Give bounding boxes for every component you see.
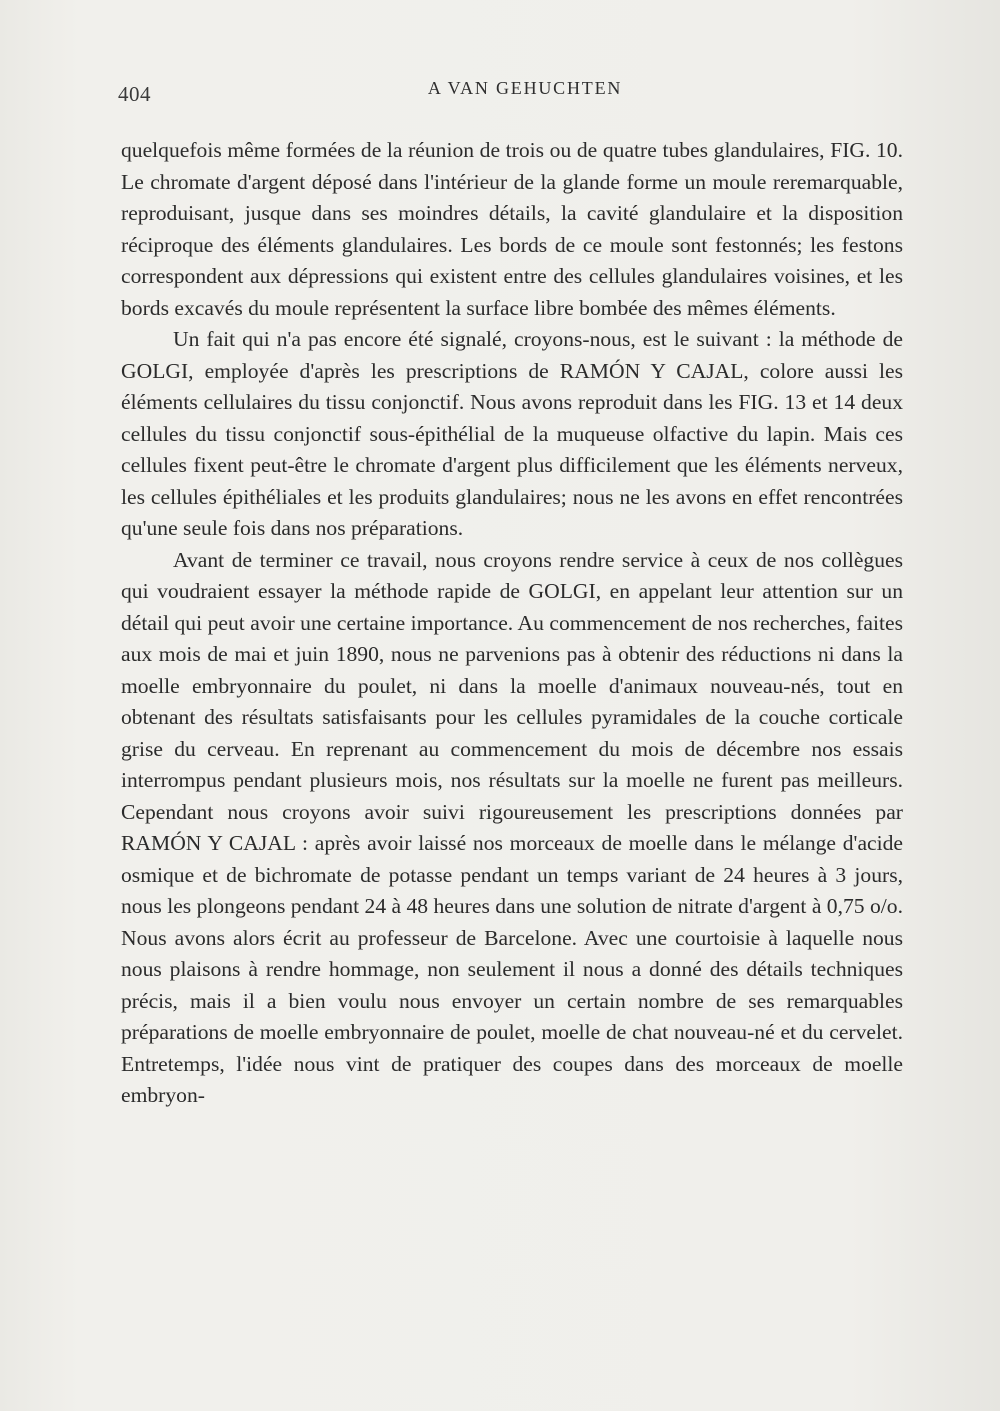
running-head: A VAN GEHUCHTEN — [427, 78, 623, 98]
paragraph: quelquefois même formées de la réunion de trois ou de quatre tubes glandulaires, FIG. 10. Le chromate d'argent déposé dans l'intérieur de la glande forme un moule reremarquable, reproduisant, jusque dans ses moindres détails, la cavité glandulaire et la disposition réciproque des éléments glandulaires. Les bords de ce moule sont festonnés; les festons correspondent aux dépressions qui existent entre des cellules glandulaires voisines, et les bords excavés du moule représentent la surface libre bombée des mêmes éléments. — [121, 138, 903, 320]
paragraph: Un fait qui n'a pas encore été signalé, croyons-nous, est le suivant : la méthode de GOLGI, employée d'après les prescriptions de RAMÓN Y CAJAL, colore aussi les éléments cellulaires du tissu conjonctif. Nous avons reproduit dans les FIG. 13 et 14 deux cellules du tissu conjonctif sous-épithélial de la muqueuse olfactive du lapin. Mais ces cellules fixent peut-être le chromate d'argent plus difficilement que les éléments nerveux, les cellules épithéliales et les produits glandulaires; nous ne les avons en effet rencontrées qu'une seule fois dans nos préparations. — [121, 327, 903, 540]
body-text — [121, 135, 903, 1112]
page-number: 404 — [118, 82, 151, 106]
page-header — [118, 76, 902, 106]
paragraph: Avant de terminer ce travail, nous croyons rendre service à ceux de nos collègues qui voudraient essayer la méthode rapide de GOLGI, en appelant leur attention sur un détail qui peut avoir une certaine importance. Au commencement de nos recherches, faites aux mois de mai et juin 1890, nous ne parvenions pas à obtenir des réductions ni dans la moelle embryonnaire du poulet, ni dans la moelle d'animaux nouveau-nés, tout en obtenant des résultats satisfaisants pour les cellules pyramidales de la couche corticale grise du cerveau. En reprenant au commencement du mois de décembre nos essais interrompus pendant plusieurs mois, nos résultats sur la moelle ne furent pas meilleurs. Cependant nous croyons avoir suivi rigoureusement les prescriptions données par RAMÓN Y CAJAL : après avoir laissé nos morceaux de moelle dans le mélange d'acide osmique et de bichromate de potasse pendant un temps variant de 24 heures à 3 jours, nous les plongeons pendant 24 à 48 heures dans une solution de nitrate d'argent à 0,75 o/o. Nous avons alors écrit au professeur de Barcelone. Avec une courtoisie à laquelle nous nous plaisons à rendre hommage, non seulement il nous a donné des détails techniques précis, mais il a bien voulu nous envoyer un certain nombre de ses remarquables préparations de moelle embryonnaire de poulet, moelle de chat nouveau-né et du cervelet. Entretemps, l'idée nous vint de pratiquer des coupes dans des morceaux de moelle embryon- — [121, 547, 903, 1107]
